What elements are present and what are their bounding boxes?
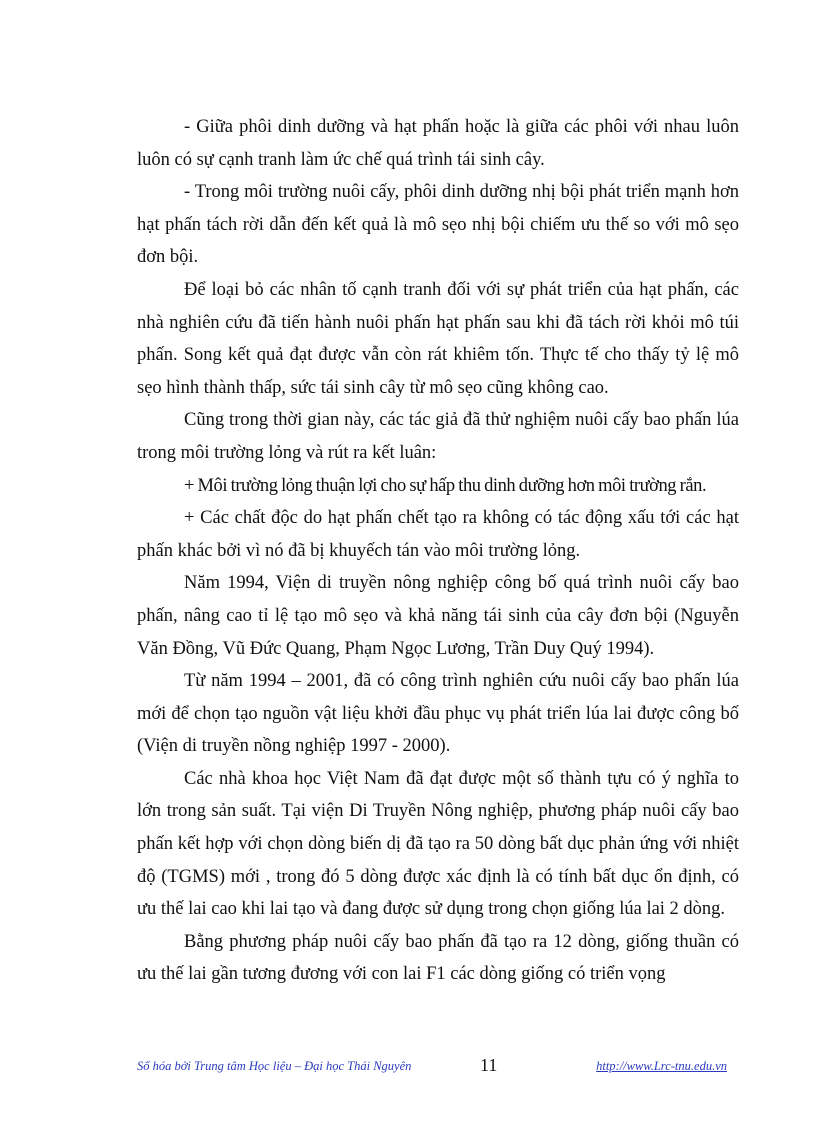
- paragraph: - Giữa phôi dinh dưỡng và hạt phấn hoặc là giữa các phôi với nhau luôn luôn có sự cạnh tranh làm ức chế quá trình tái sinh cây.: [137, 117, 739, 170]
- page-footer: [137, 1057, 739, 1079]
- paragraph: Các nhà khoa học Việt Nam đã đạt được một số thành tựu có ý nghĩa to lớn trong sản suất. Tại viện Di Truyền Nông nghiệp, phương pháp nuôi cấy bao phấn kết hợp với chọn dòng biến dị đã tạo ra 50 dòng bất dục phản ứng với nhiệt độ (TGMS) mới , trong đó 5 dòng được xác định là có tính bất dục ổn định, có ưu thế lai cao khi lai tạo và đang được sử dụng trong chọn giống lúa lai 2 dòng.: [137, 768, 739, 920]
- paragraph: + Môi trường lỏng thuận lợi cho sự hấp thu dinh dưỡng hơn môi trường rắn.: [184, 475, 707, 496]
- paragraph: Cũng trong thời gian này, các tác giả đã thử nghiệm nuôi cấy bao phấn lúa trong môi trường lỏng và rút ra kết luân:: [137, 410, 739, 463]
- page-number: 11: [480, 1055, 498, 1075]
- footer-website-link[interactable]: http://www.Lrc-tnu.edu.vn: [596, 1059, 727, 1073]
- paragraph: Để loại bỏ các nhân tố cạnh tranh đối với sự phát triển của hạt phấn, các nhà nghiên cứu đã tiến hành nuôi phấn hạt phấn sau khi đã tách rời khỏi mô túi phấn. Song kết quả đạt được vẫn còn rát khiêm tốn. Thực tế cho thấy tỷ lệ mô sẹo hình thành thấp, sức tái sinh cây từ mô sẹo cũng không cao.: [137, 279, 739, 398]
- footer-source-text: Số hóa bởi Trung tâm Học liệu – Đại học Thái Nguyên: [137, 1059, 412, 1073]
- paragraph: Bằng phương pháp nuôi cấy bao phấn đã tạo ra 12 dòng, giống thuần có ưu thế lai gần tương đương với con lai F1 các dòng giống có triển vọng: [137, 931, 739, 985]
- paragraph: - Trong môi trường nuôi cấy, phôi dinh dưỡng nhị bội phát triển mạnh hơn hạt phấn tách rời dẫn đến kết quả là mô sẹo nhị bội chiếm ưu thế so với mô sẹo đơn bội.: [137, 182, 739, 268]
- body-text: [137, 111, 739, 991]
- paragraph: Từ năm 1994 – 2001, đã có công trình nghiên cứu nuôi cấy bao phấn lúa mới để chọn tạo nguồn vật liệu khởi đầu phục vụ phát triển lúa lai được công bố (Viện di truyền nồng nghiệp 1997 - 2000).: [137, 671, 739, 757]
- paragraph: Năm 1994, Viện di truyền nông nghiệp công bố quá trình nuôi cấy bao phấn, nâng cao tỉ lệ tạo mô sẹo và khả năng tái sinh của cây đơn bội (Nguyễn Văn Đồng, Vũ Đức Quang, Phạm Ngọc Lương, Trần Duy Quý 1994).: [137, 573, 739, 659]
- paragraph: + Các chất độc do hạt phấn chết tạo ra không có tác động xấu tới các hạt phấn khác bởi vì nó đã bị khuyếch tán vào môi trường lỏng.: [137, 508, 739, 561]
